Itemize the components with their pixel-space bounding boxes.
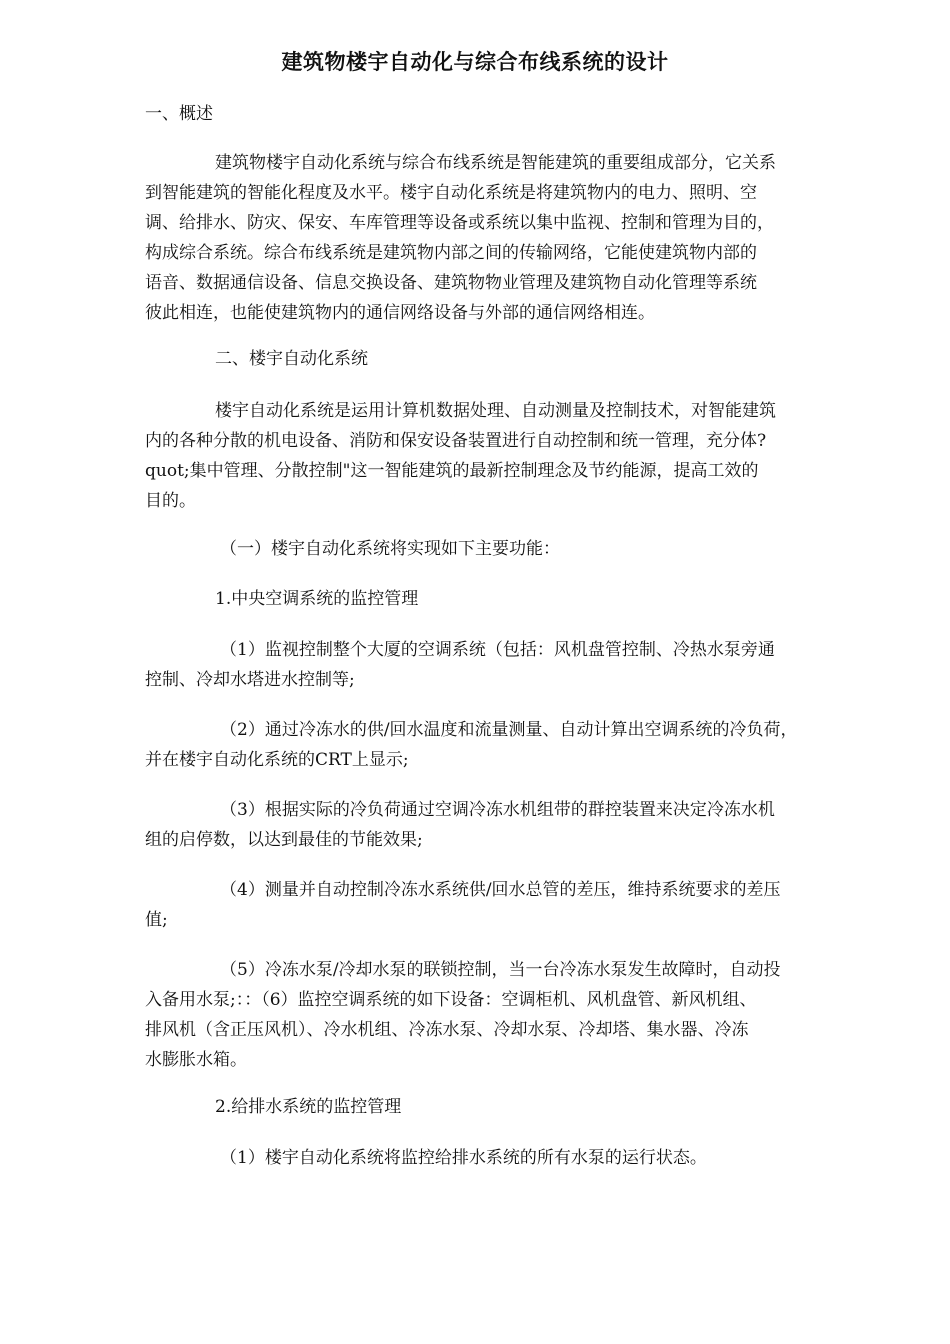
paragraph-line: （5）冷冻水泵/冷却水泵的联锁控制，当一台冷冻水泵发生故障时，自动投 [220, 960, 781, 980]
paragraph-line: （3）根据实际的冷负荷通过空调冷冻水机组带的群控装置来决定冷冻水机 [220, 800, 775, 820]
paragraph-line: （1）楼宇自动化系统将监控给排水系统的所有水泵的运行状态。 [220, 1148, 707, 1168]
paragraph-line: quot;集中管理、分散控制"这一智能建筑的最新控制理念及节约能源，提高工效的 [145, 461, 759, 481]
paragraph-line: 目的。 [145, 491, 196, 511]
list-item-hvac-5 [145, 955, 890, 1075]
heading-text: 二、楼宇自动化系统 [215, 349, 368, 369]
paragraph-line: 内的各种分散的机电设备、消防和保安设备装置进行自动控制和统一管理，充分体? [145, 431, 767, 451]
paragraph-line: 控制、冷却水塔进水控制等; [145, 670, 355, 690]
paragraph-line: 入备用水泵;：：（6）监控空调系统的如下设备：空调柜机、风机盘管、新风机组、 [145, 990, 757, 1010]
paragraph-line: 水膨胀水箱。 [145, 1050, 247, 1070]
section-heading-overview [145, 99, 890, 129]
heading-text: （一）楼宇自动化系统将实现如下主要功能： [220, 539, 560, 559]
list-item-hvac-1 [145, 635, 890, 695]
paragraph-overview [145, 148, 890, 328]
paragraph-line: 组的启停数，以达到最佳的节能效果; [145, 830, 423, 850]
paragraph-line: 到智能建筑的智能化程度及水平。楼宇自动化系统是将建筑物内的电力、照明、空 [145, 183, 757, 203]
paragraph-line: （2）通过冷冻水的供/回水温度和流量测量、自动计算出空调系统的冷负荷， [220, 720, 798, 740]
heading-text: 1.中央空调系统的监控管理 [215, 589, 419, 609]
document-title: 建筑物楼宇自动化与综合布线系统的设计 [281, 50, 669, 74]
section-heading-bas [145, 344, 890, 374]
paragraph-line: （4）测量并自动控制冷冻水系统供/回水总管的差压，维持系统要求的差压 [220, 880, 781, 900]
list-item-hvac-3 [145, 795, 890, 855]
paragraph-line: （1）监视控制整个大厦的空调系统（包括：风机盘管控制、冷热水泵旁通 [220, 640, 775, 660]
item-heading-water [145, 1092, 890, 1122]
subsection-heading-functions [145, 534, 890, 564]
paragraph-line: 构成综合系统。综合布线系统是建筑物内部之间的传输网络，它能使建筑物内部的 [145, 243, 757, 263]
paragraph-line: 值; [145, 910, 168, 930]
paragraph-line: 语音、数据通信设备、信息交换设备、建筑物物业管理及建筑物自动化管理等系统 [145, 273, 757, 293]
heading-text: 2.给排水系统的监控管理 [215, 1097, 402, 1117]
list-item-hvac-2 [145, 715, 890, 775]
paragraph-line: 并在楼宇自动化系统的CRT上显示; [145, 750, 409, 770]
paragraph-line: 彼此相连，也能使建筑物内的通信网络设备与外部的通信网络相连。 [145, 303, 655, 323]
heading-text: 一、概述 [145, 104, 213, 124]
item-heading-hvac [145, 584, 890, 614]
paragraph-bas [145, 396, 890, 516]
paragraph-line: 建筑物楼宇自动化系统与综合布线系统是智能建筑的重要组成部分，它关系 [215, 153, 776, 173]
list-item-water-1 [145, 1143, 890, 1173]
paragraph-line: 调、给排水、防灾、保安、车库管理等设备或系统以集中监视、控制和管理为目的， [145, 213, 774, 233]
paragraph-line: 排风机（含正压风机）、冷水机组、冷冻水泵、冷却水泵、冷却塔、集水器、冷冻 [145, 1020, 749, 1040]
list-item-hvac-4 [145, 875, 890, 935]
paragraph-line: 楼宇自动化系统是运用计算机数据处理、自动测量及控制技术，对智能建筑 [215, 401, 776, 421]
